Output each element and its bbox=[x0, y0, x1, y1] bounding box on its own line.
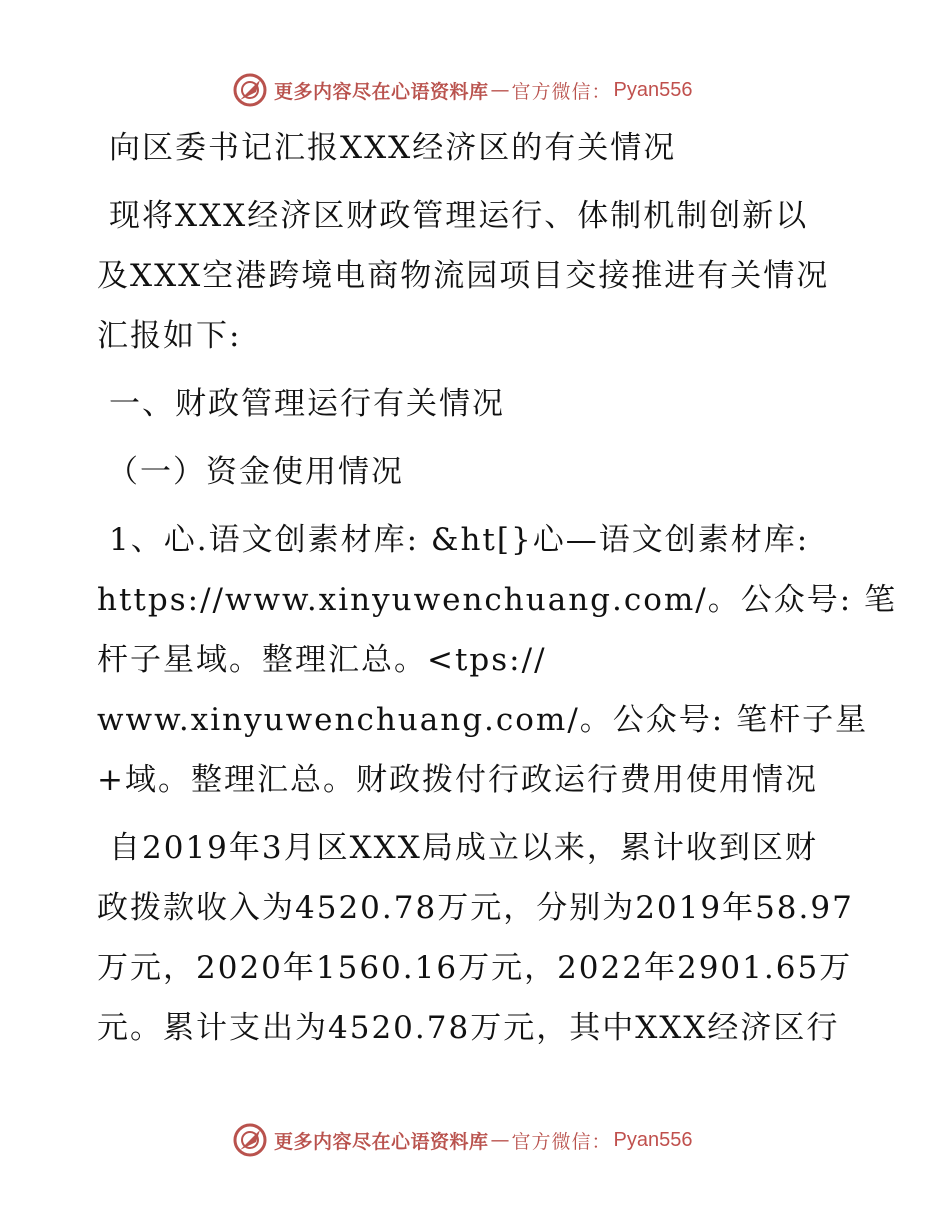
banner-dash: — bbox=[490, 79, 510, 101]
banner-dash: — bbox=[490, 1129, 510, 1151]
item-line: 杆子星域。整理汇总。<tps:// bbox=[97, 642, 547, 678]
paragraph-line: 万元，2020年1560.16万元，2022年2901.65万 bbox=[97, 950, 853, 986]
item-line: 1、心.语文创素材库: &ht[}心—语文创素材库: bbox=[109, 522, 810, 558]
banner-main-text: 更多内容尽在心语资料库 bbox=[274, 1130, 489, 1153]
intro-line: 现将XXX经济区财政管理运行、体制机制创新以 bbox=[109, 198, 809, 234]
logo-icon bbox=[232, 1122, 268, 1158]
item-line: https://www.xinyuwenchuang.com/。公众号: 笔 bbox=[97, 582, 898, 618]
banner-wechat-id: Pyan556 bbox=[613, 78, 693, 101]
paragraph-line: 自2019年3月区XXX局成立以来，累计收到区财 bbox=[109, 830, 818, 866]
logo-icon bbox=[232, 72, 268, 108]
banner-wechat-label: 官方微信： bbox=[511, 1130, 612, 1153]
item-line: +域。整理汇总。财政拨付行政运行费用使用情况 bbox=[97, 762, 818, 798]
banner-wechat-id: Pyan556 bbox=[613, 1128, 693, 1151]
item-line: www.xinyuwenchuang.com/。公众号: 笔杆子星 bbox=[97, 702, 869, 738]
intro-line: 汇报如下: bbox=[97, 318, 242, 354]
intro-line: 及XXX空港跨境电商物流园项目交接推进有关情况 bbox=[97, 258, 830, 294]
footer-watermark-banner bbox=[232, 1120, 693, 1160]
paragraph-line: 政拨款收入为4520.78万元，分别为2019年58.97 bbox=[97, 890, 854, 926]
paragraph-line: 元。累计支出为4520.78万元，其中XXX经济区行 bbox=[97, 1010, 840, 1046]
banner-main-text: 更多内容尽在心语资料库 bbox=[274, 80, 489, 103]
document-body bbox=[97, 118, 898, 1058]
document-title: 向区委书记汇报XXX经济区的有关情况 bbox=[109, 130, 677, 166]
header-watermark-banner bbox=[232, 70, 693, 110]
banner-wechat-label: 官方微信： bbox=[511, 80, 612, 103]
subsection-heading: （一）资金使用情况 bbox=[107, 454, 404, 490]
section-heading: 一、财政管理运行有关情况 bbox=[109, 386, 505, 422]
